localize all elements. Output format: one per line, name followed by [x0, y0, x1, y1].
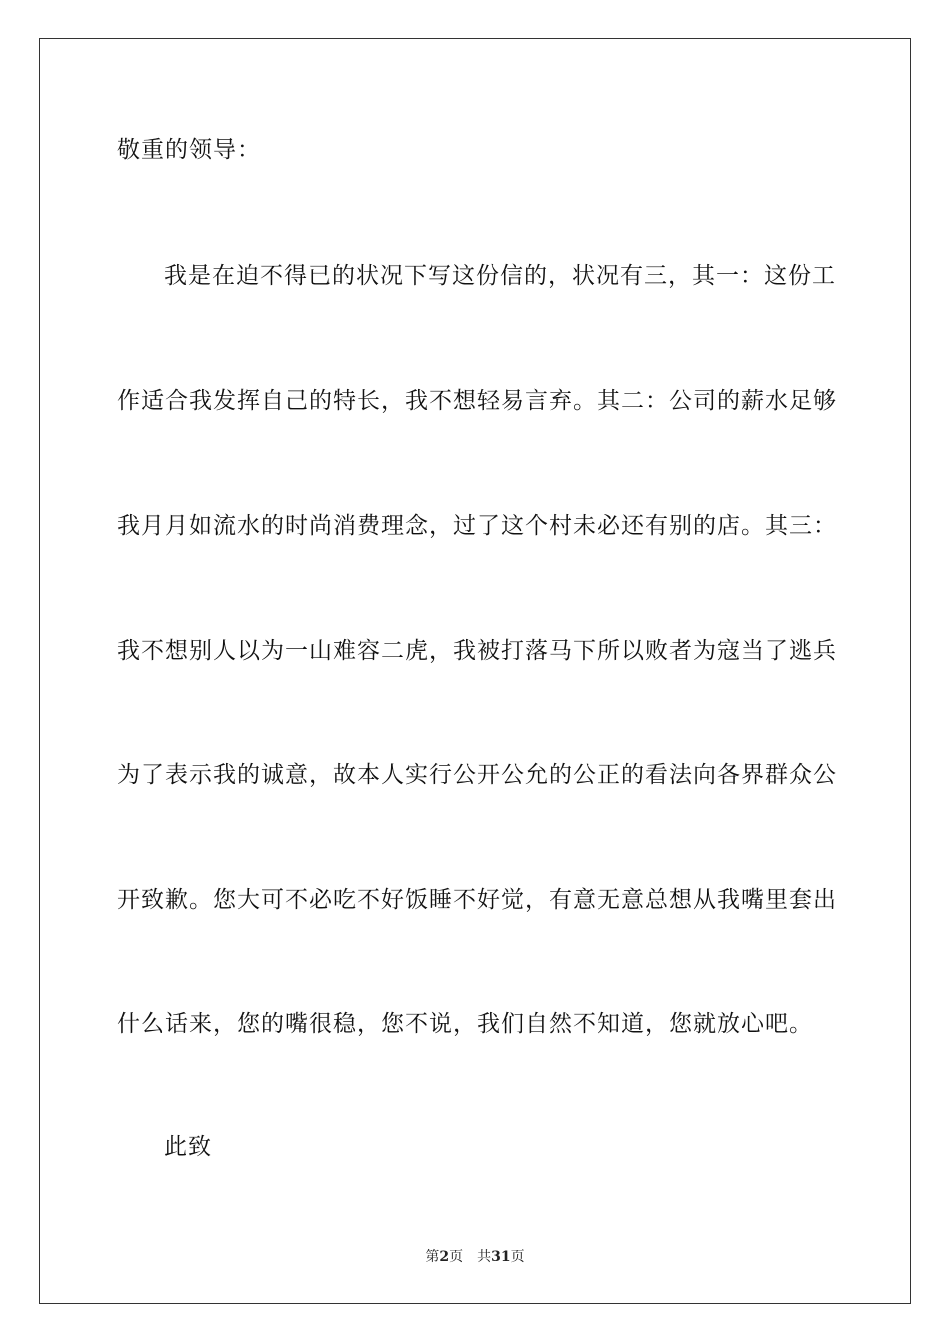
page-prefix: 第 [425, 1249, 440, 1265]
closing: 此致 [164, 1134, 212, 1160]
body-line-4: 我不想别人以为一山难容二虎，我被打落马下所以败者为寇当了逃兵 [117, 638, 837, 664]
body-line-2: 作适合我发挥自己的特长，我不想轻易言弃。其二：公司的薪水足够 [117, 388, 837, 414]
page-number: 2 [439, 1249, 450, 1265]
body-line-5: 为了表示我的诚意，故本人实行公开公允的公正的看法向各界群众公 [117, 762, 837, 788]
page-footer [0, 1248, 950, 1266]
page-frame [39, 38, 911, 1304]
total-suffix: 页 [510, 1249, 525, 1265]
body-line-1: 我是在迫不得已的状况下写这份信的，状况有三，其一：这份工 [164, 263, 836, 289]
salutation: 敬重的领导： [117, 137, 261, 163]
body-line-6: 开致歉。您大可不必吃不好饭睡不好觉，有意无意总想从我嘴里套出 [117, 887, 837, 913]
total-prefix: 共 [477, 1249, 492, 1265]
total-pages: 31 [491, 1249, 511, 1265]
body-line-7: 什么话来，您的嘴很稳，您不说，我们自然不知道，您就放心吧。 [117, 1011, 813, 1037]
body-line-3: 我月月如流水的时尚消费理念，过了这个村未必还有别的店。其三： [117, 513, 837, 539]
page-suffix: 页 [449, 1249, 464, 1265]
